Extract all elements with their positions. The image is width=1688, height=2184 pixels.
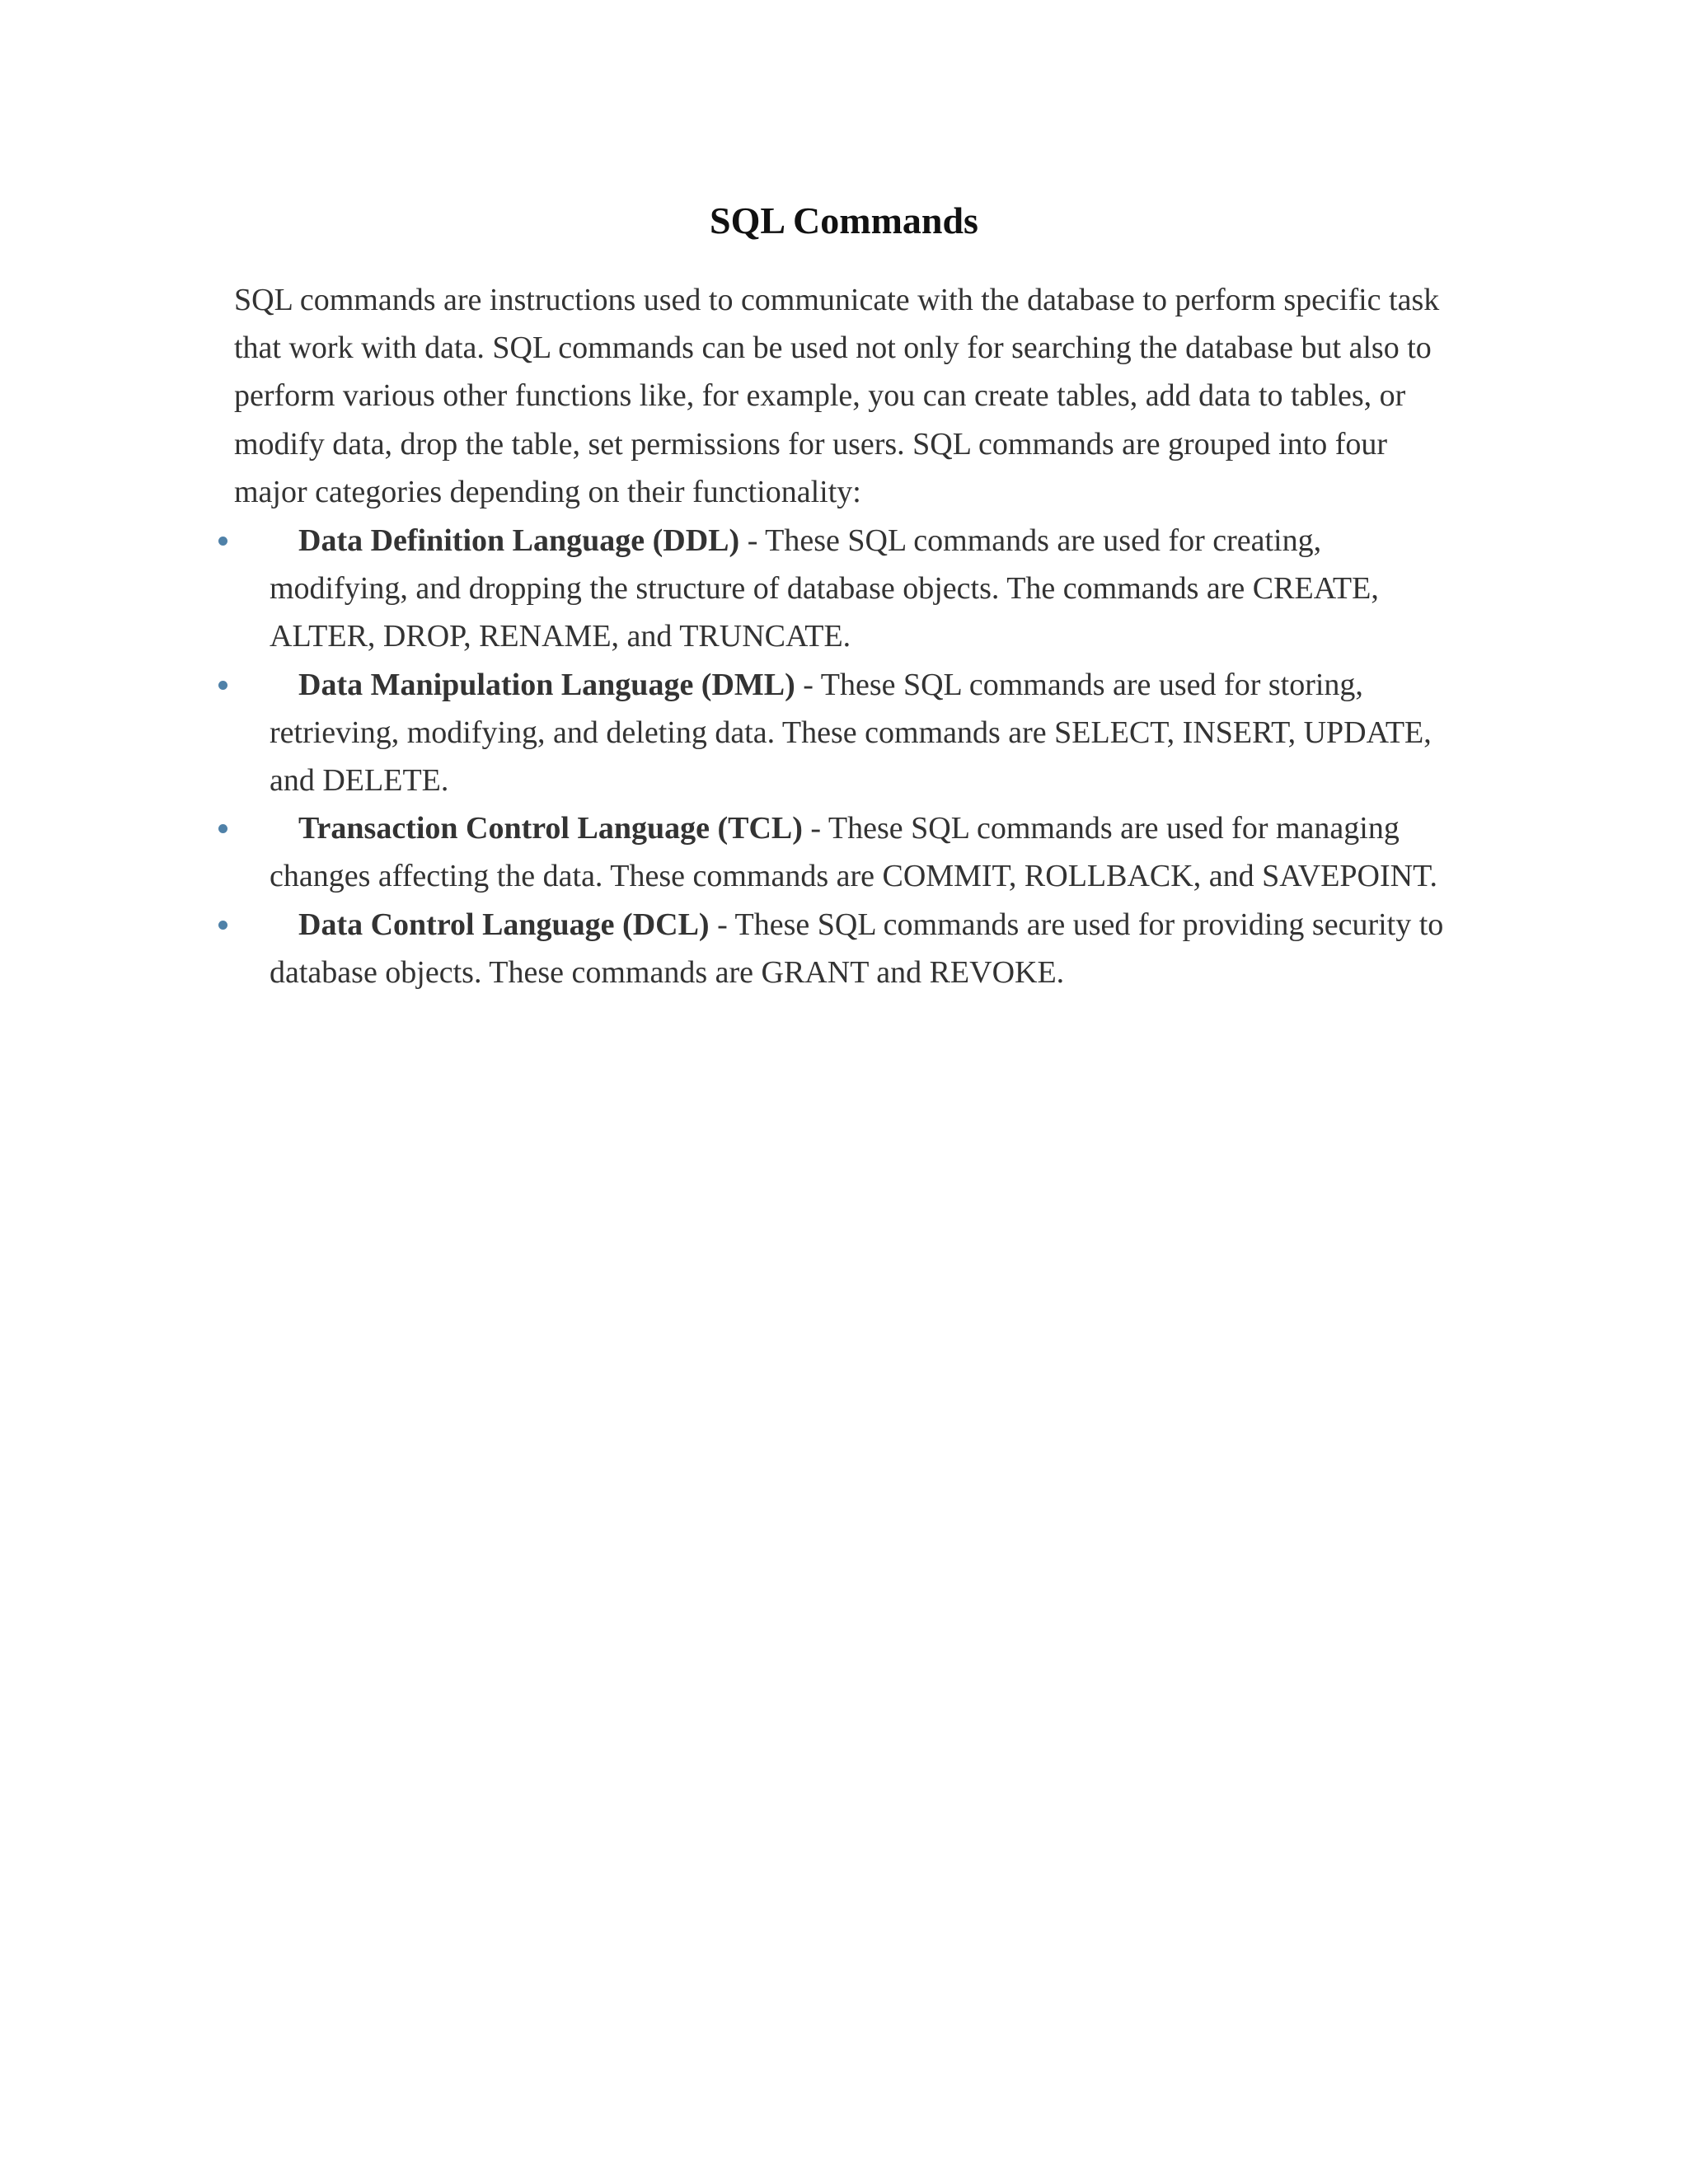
list-item-dml	[0, 661, 1444, 805]
intro-paragraph: SQL commands are instructions used to communicate with the database to perform specific task that work with data. SQL commands can be used not only for searching the database but also to perform various other functions like, for example, you can create tables, add data to tables, or modify data, drop the table, set permissions for users. SQL commands are grouped into four major categories depending on their functionality:	[234, 283, 1440, 509]
bullet-icon	[218, 537, 227, 546]
list-item-tcl	[0, 804, 1444, 900]
sql-category-list	[0, 517, 1688, 996]
category-term: Data Manipulation Language (DML)	[298, 667, 795, 702]
category-term: Data Control Language (DCL)	[298, 907, 710, 942]
list-item-dcl	[0, 901, 1444, 996]
category-description: - These SQL commands are used for managing changes affecting the data. These commands are COMMIT, ROLLBACK, and SAVEPOINT.	[270, 811, 1437, 894]
bullet-icon	[218, 681, 227, 690]
bullet-icon	[218, 921, 227, 930]
category-description: - These SQL commands are used for storing, retrieving, modifying, and deleting data. These commands are SELECT, INSERT, UPDATE, and DELETE.	[270, 667, 1432, 799]
bullet-icon	[218, 824, 227, 833]
category-term: Data Definition Language (DDL)	[298, 523, 740, 558]
list-item-ddl	[0, 517, 1444, 661]
page-title: SQL Commands	[710, 199, 978, 241]
category-term: Transaction Control Language (TCL)	[298, 811, 803, 846]
category-description: - These SQL commands are used for creating, modifying, and dropping the structure of database objects. The commands are CREATE, ALTER, DROP, RENAME, and TRUNCATE.	[270, 523, 1379, 654]
category-description: - These SQL commands are used for providing security to database objects. These commands are GRANT and REVOKE.	[270, 907, 1444, 990]
